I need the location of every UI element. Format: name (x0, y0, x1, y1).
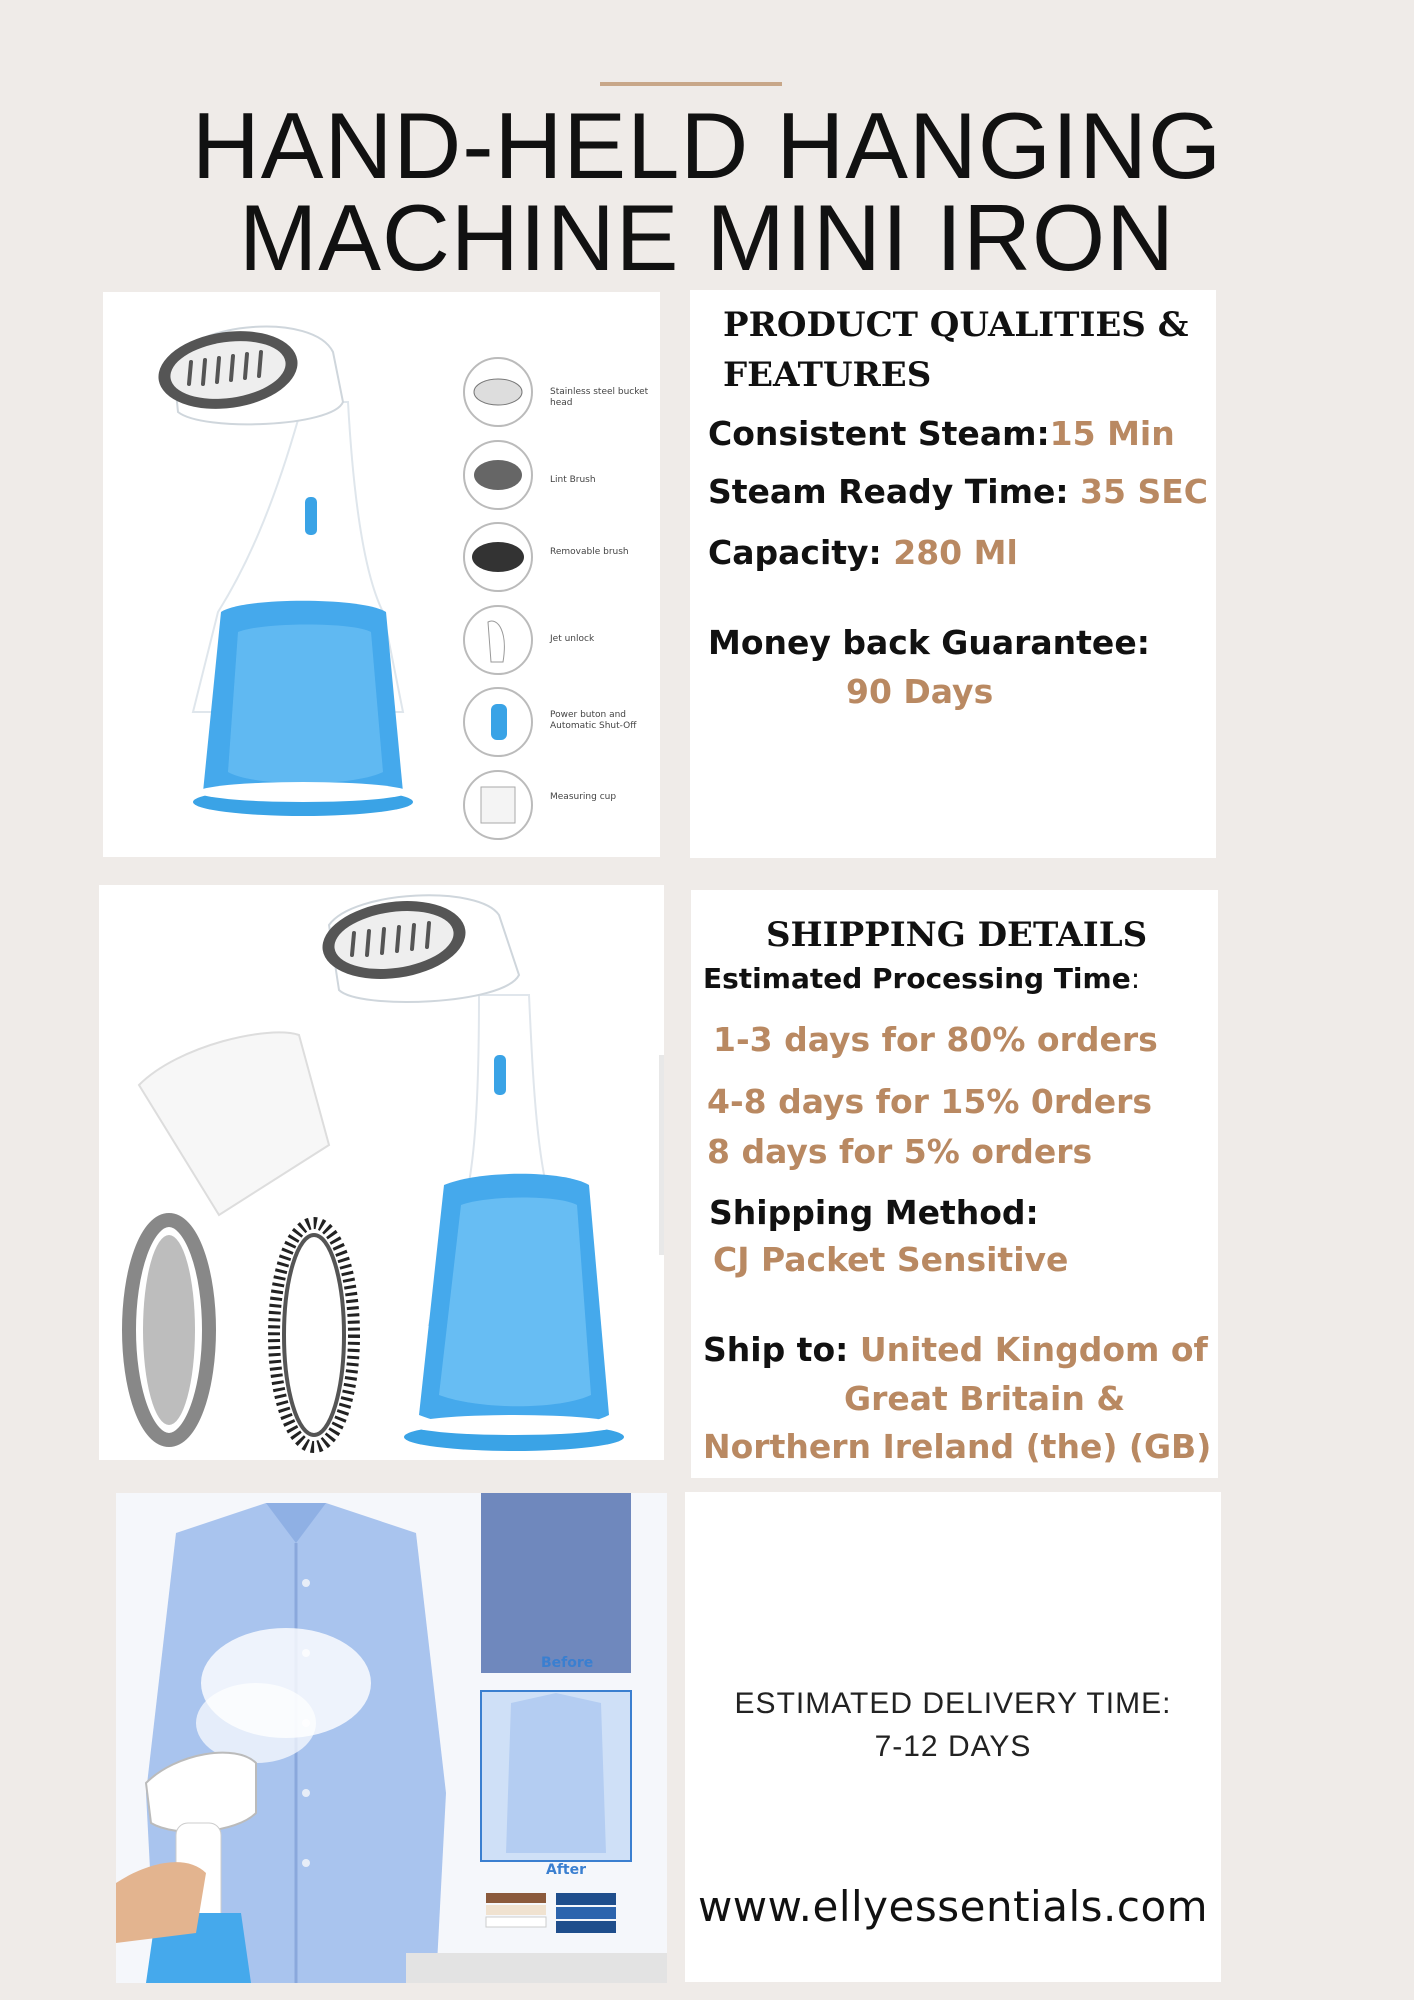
features-heading (723, 300, 1188, 400)
processing-tier: 1-3 days for 80% orders (713, 1020, 1158, 1059)
accessory-label: Jet unlock (550, 634, 595, 644)
shipping-method-value: CJ Packet Sensitive (713, 1240, 1069, 1279)
steamer-illustration (103, 292, 660, 857)
ship-to-line-1: United Kingdom of (859, 1330, 1208, 1369)
shipping-card (691, 890, 1218, 1478)
title-line-1: HAND-HELD HANGING (191, 93, 1223, 198)
feature-ready-value: 35 SEC (1080, 472, 1208, 511)
ship-to (703, 1330, 1208, 1370)
feature-steam (708, 414, 1175, 454)
delivery-card (685, 1492, 1221, 1982)
accessory-label: Power buton and Automatic Shut-Off (550, 710, 637, 731)
features-heading-line-1: PRODUCT QUALITIES & (723, 305, 1189, 345)
after-label: After (546, 1862, 587, 1878)
page-title (0, 93, 1414, 290)
processing-time-label (703, 962, 1140, 995)
processing-time-label-text: Estimated Processing Time (703, 962, 1131, 995)
processing-tier: 8 days for 5% orders (707, 1132, 1093, 1171)
before-label: Before (541, 1655, 594, 1671)
shirt-steaming-illustration (116, 1493, 667, 1983)
accessory-label: Lint Brush (550, 475, 596, 485)
features-heading-line-2: FEATURES (723, 355, 932, 395)
accessory-label: Removable brush (550, 547, 629, 557)
feature-capacity-label: Capacity: (708, 533, 882, 572)
feature-ready-time (708, 472, 1208, 512)
decorative-top-rule (600, 82, 782, 86)
feature-steam-label: Consistent Steam: (708, 414, 1050, 453)
accessory-label: Measuring cup (550, 792, 617, 802)
feature-guarantee-label: Money back Guarantee: (708, 623, 1150, 662)
processing-tier: 4-8 days for 15% 0rders (707, 1082, 1153, 1121)
before-after-image (116, 1493, 667, 1983)
feature-guarantee-value: 90 Days (846, 672, 994, 711)
shipping-heading: SHIPPING DETAILS (766, 915, 1148, 955)
accessory-label: Stainless steel bucket head (550, 387, 649, 408)
features-card (690, 290, 1216, 858)
steamer-kit-illustration (99, 885, 664, 1460)
product-image-accessories (103, 292, 660, 857)
delivery-time-value: 7-12 DAYS (874, 1730, 1032, 1763)
website-link[interactable]: www.ellyessentials.com (697, 1882, 1209, 1931)
ship-to-label: Ship to: (703, 1330, 849, 1369)
feature-ready-label: Steam Ready Time: (708, 472, 1069, 511)
processing-time-colon: : (1130, 962, 1141, 995)
product-image-kit (99, 885, 664, 1460)
ship-to-line-2: Great Britain & (844, 1379, 1126, 1418)
feature-capacity (708, 533, 1018, 573)
feature-capacity-value: 280 Ml (893, 533, 1018, 572)
shipping-method-label: Shipping Method: (709, 1193, 1039, 1232)
feature-steam-value: 15 Min (1049, 414, 1175, 453)
title-line-2: MACHINE MINI IRON (238, 185, 1176, 290)
delivery-time-label: ESTIMATED DELIVERY TIME: (734, 1687, 1172, 1720)
ship-to-line-3: Northern Ireland (the) (GB) (703, 1427, 1212, 1466)
